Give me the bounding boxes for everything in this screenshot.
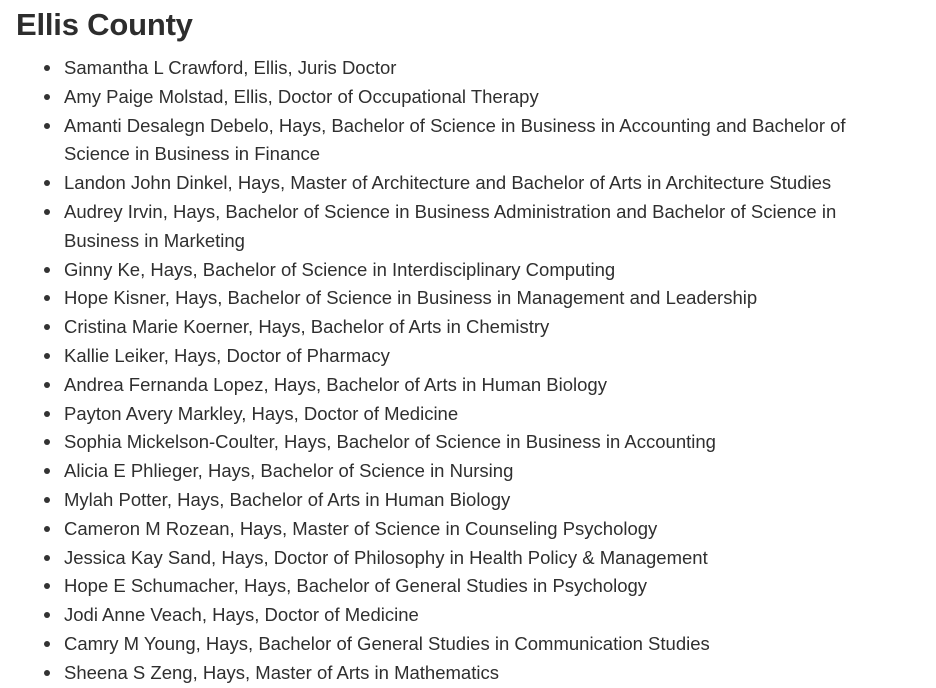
list-item (64, 400, 864, 429)
bullet-icon (44, 439, 50, 445)
list-item-text: Jodi Anne Veach, Hays, Doctor of Medicine (64, 604, 419, 626)
list-item (64, 486, 864, 515)
bullet-icon (44, 65, 50, 71)
list-item-text: Sheena S Zeng, Hays, Master of Arts in Mathematics (64, 661, 499, 683)
list-item-text: Audrey Irvin, Hays, Bachelor of Science in Business Administration and Bachelor of Science in Business in Marketing (64, 200, 837, 251)
list-item (64, 313, 864, 342)
list-item-text: Alicia E Phlieger, Hays, Bachelor of Science in Nursing (64, 460, 514, 482)
bullet-icon (44, 468, 50, 474)
bullet-icon (44, 497, 50, 503)
list-item (64, 83, 864, 112)
bullet-icon (44, 555, 50, 561)
list-item-text: Ginny Ke, Hays, Bachelor of Science in Interdisciplinary Computing (64, 258, 616, 280)
list-item-text: Hope E Schumacher, Hays, Bachelor of General Studies in Psychology (64, 575, 648, 597)
bullet-icon (44, 526, 50, 532)
list-item (64, 371, 864, 400)
list-item (64, 112, 864, 170)
list-item-text: Jessica Kay Sand, Hays, Doctor of Philosophy in Health Policy & Management (64, 546, 708, 568)
list-item (64, 54, 864, 83)
graduate-list (0, 54, 864, 688)
list-item-text: Mylah Potter, Hays, Bachelor of Arts in Human Biology (64, 488, 511, 510)
page-title: Ellis County (16, 7, 193, 42)
bullet-icon (44, 382, 50, 388)
list-item (64, 457, 864, 486)
list-item-text: Cameron M Rozean, Hays, Master of Science in Counseling Psychology (64, 517, 658, 539)
list-item (64, 256, 864, 285)
list-item (64, 428, 864, 457)
bullet-icon (44, 94, 50, 100)
bullet-icon (44, 209, 50, 215)
list-item-text: Landon John Dinkel, Hays, Master of Architecture and Bachelor of Arts in Architecture Studies (64, 172, 832, 194)
list-item-text: Cristina Marie Koerner, Hays, Bachelor of Arts in Chemistry (64, 316, 550, 338)
bullet-icon (44, 670, 50, 676)
list-item (64, 630, 864, 659)
list-item (64, 659, 864, 688)
bullet-icon (44, 411, 50, 417)
list-item (64, 169, 864, 198)
list-item (64, 601, 864, 630)
list-item (64, 572, 864, 601)
bullet-icon (44, 641, 50, 647)
list-item-text: Hope Kisner, Hays, Bachelor of Science in Business in Management and Leadership (64, 287, 758, 309)
bullet-icon (44, 295, 50, 301)
list-item-text: Sophia Mickelson-Coulter, Hays, Bachelor of Science in Business in Accounting (64, 431, 716, 453)
list-item (64, 342, 864, 371)
list-item (64, 284, 864, 313)
list-item (64, 544, 864, 573)
list-item-text: Payton Avery Markley, Hays, Doctor of Medicine (64, 402, 459, 424)
bullet-icon (44, 324, 50, 330)
bullet-icon (44, 123, 50, 129)
bullet-icon (44, 267, 50, 273)
list-item-text: Samantha L Crawford, Ellis, Juris Doctor (64, 57, 397, 78)
bullet-icon (44, 583, 50, 589)
list-item (64, 198, 864, 256)
list-item-text: Kallie Leiker, Hays, Doctor of Pharmacy (64, 344, 390, 366)
list-item-text: Amanti Desalegn Debelo, Hays, Bachelor of Science in Business in Accounting and Bachelor of Science in Business in Finance (64, 114, 846, 165)
list-item-text: Amy Paige Molstad, Ellis, Doctor of Occupational Therapy (64, 85, 539, 107)
list-item-text: Andrea Fernanda Lopez, Hays, Bachelor of Arts in Human Biology (64, 373, 607, 395)
bullet-icon (44, 612, 50, 618)
list-item (64, 515, 864, 544)
bullet-icon (44, 180, 50, 186)
bullet-icon (44, 353, 50, 359)
list-item-text: Camry M Young, Hays, Bachelor of General Studies in Communication Studies (64, 632, 710, 654)
